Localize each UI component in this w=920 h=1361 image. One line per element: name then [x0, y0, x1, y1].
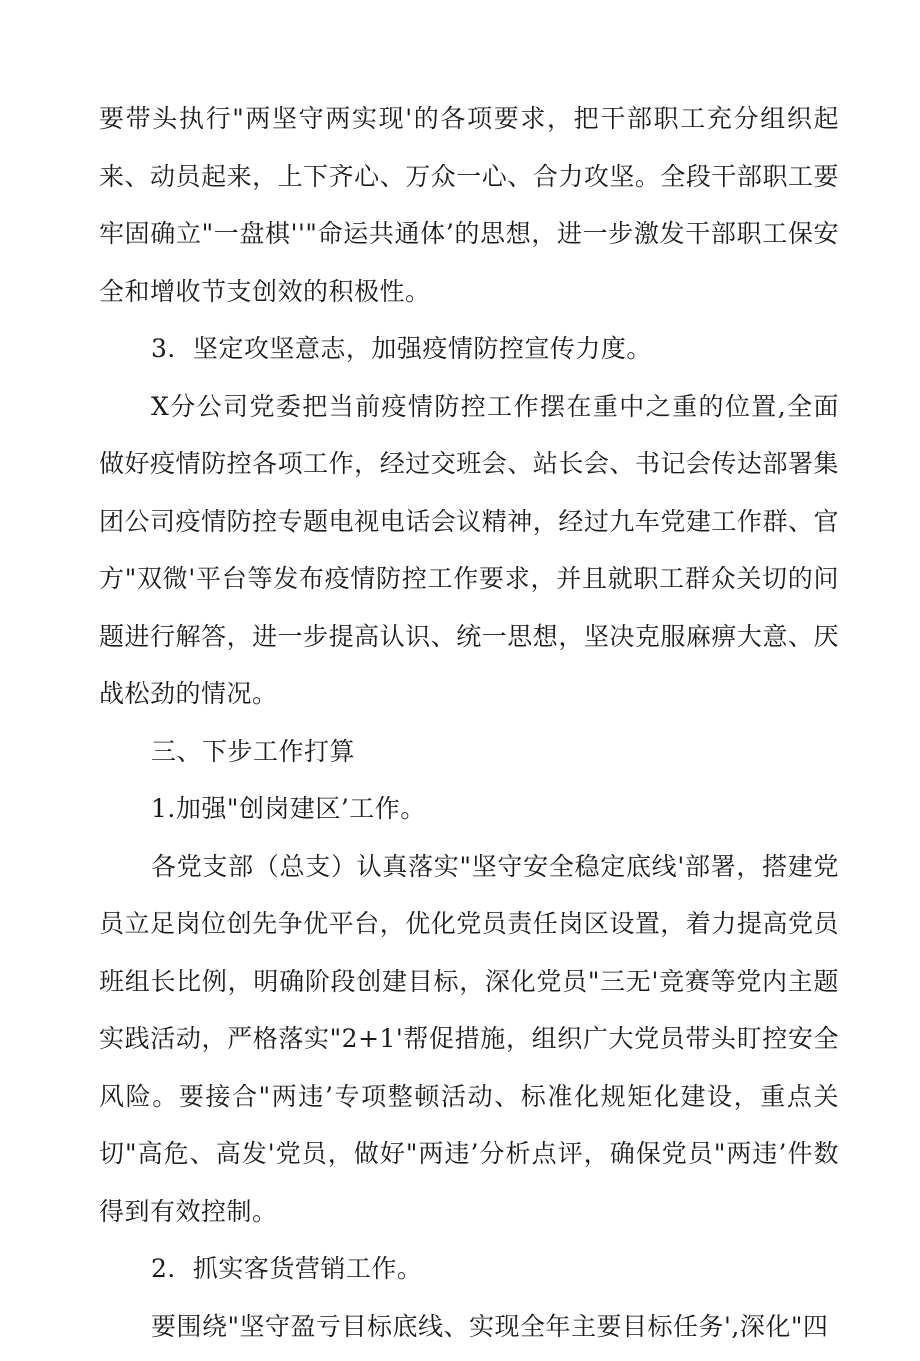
subheading-3: 3．坚定攻坚意志，加强疫情防控宣传力度。 [151, 334, 652, 363]
paragraph-party-branches: 各党支部（总支）认真落实"坚守安全稳定底线'部署，搭建党员立足岗位创先争优平台，优化党员责任岗区设置，着力提高党员班组长比例，明确阶段创建目标，深化党员"三无'竞赛等党内主题实践活动，严格落实"2+1'帮促措施，组织广大党员带头盯控安全风险。要接合"两违’专项整顿活动、标准化规矩化建设，重点关切"高危、高发'党员，做好"两违’分析点评，确保党员"两违’件数得到有效控制。 [99, 851, 839, 1226]
section-heading-next-steps: 三、下步工作打算 [151, 736, 356, 766]
document-body [99, 90, 839, 1355]
paragraph-marketing: 要围绕"坚守盈亏目标底线、实现全年主要目标任务',深化"四 [151, 1311, 829, 1341]
paragraph-epidemic-control: X分公司党委把当前疫情防控工作摆在重中之重的位置,全面做好疫情防控各项工作，经过交班会、站长会、书记会传达部署集团公司疫情防控专题电视电话会议精神，经过九车党建工作群、官方"双微'平台等发布疫情防控工作要求，并且就职工群众关切的问题进行解答，进一步提高认识、统一思想，坚决克服麻痹大意、厌战松劲的情况。 [99, 391, 839, 708]
paragraph-continuation: 要带头执行"两坚守两实现'的各项要求，把干部职工充分组织起来、动员起来，上下齐心、万众一心、合力攻坚。全段干部职工要牢固确立"一盘棋''"命运共通体’的思想，进一步激发干部职工保安全和增收节支创效的积极性。 [99, 104, 839, 306]
subheading-1: 1.加强"创岗建区’工作。 [151, 794, 426, 823]
subheading-2: 2．抓实客货营销工作。 [151, 1254, 423, 1283]
